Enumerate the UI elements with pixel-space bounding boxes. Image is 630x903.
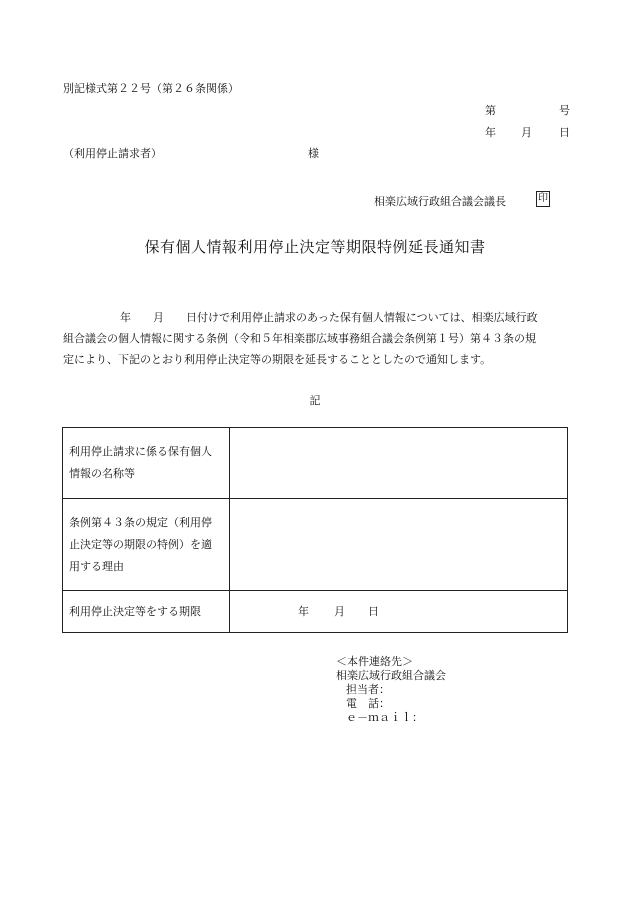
body-line-2: 組合議会の個人情報に関する条例（令和５年相楽郡広域事務組合議会条例第１号）第４３条の規 [63,332,536,345]
document-title: 保有個人情報利用停止決定等期限特例延長通知書 [144,238,486,256]
contact-phone: 電 話： [346,697,390,710]
recipient-honorific: 様 [308,147,319,160]
contact-person: 担当者： [346,683,390,696]
reason-label-line-2: 止決定等の期限の特例）を適 [69,537,212,551]
info-name-label-line-1: 利用停止請求に係る保有個人 [69,445,212,458]
reason-label-line-3: 用する理由 [69,559,124,573]
table-row [63,428,568,499]
table-row [63,499,568,591]
seal-stamp: 印 [536,191,550,207]
deadline-day: 日 [368,604,379,618]
body-line-3: 定により、下記のとおり利用停止決定等の期限を延長することとしたので通知します。 [63,353,492,366]
contact-heading: ＜本件連絡先＞ [336,655,413,668]
doc-number-suffix: 号 [559,104,570,117]
contact-email: ｅ－ｍａｉｌ： [346,711,423,724]
notice-body [63,307,573,370]
table-row [63,591,568,633]
ki-heading: 記 [309,394,321,407]
sender-name: 相楽広域行政組合議会議長 [374,195,506,208]
reason-value[interactable] [230,499,568,591]
info-name-label-line-2: 情報の名称等 [69,467,135,480]
recipient-label: （利用停止請求者） [63,147,162,160]
contact-block [336,655,446,725]
document-number [485,102,570,118]
deadline-label: 利用停止決定等をする期限 [63,591,230,633]
deadline-year: 年 [298,604,309,618]
date-month: 月 [521,126,532,139]
deadline-month: 月 [334,604,345,618]
date-year: 年 [485,126,496,139]
doc-number-prefix: 第 [485,104,496,117]
details-table [62,427,568,633]
info-name-value[interactable] [230,428,568,499]
reason-label-line-1: 条例第４３条の規定（利用停 [69,515,212,529]
deadline-value[interactable] [230,591,568,633]
date-day: 日 [559,126,570,139]
body-line-1: 年 月 日付けで利用停止請求のあった保有個人情報については、相楽広域行政 [120,311,538,324]
reason-label [63,499,230,591]
contact-org: 相楽広域行政組合議会 [336,669,446,682]
form-number: 別記様式第２２号（第２６条関係） [63,82,239,95]
info-name-label [63,428,230,499]
